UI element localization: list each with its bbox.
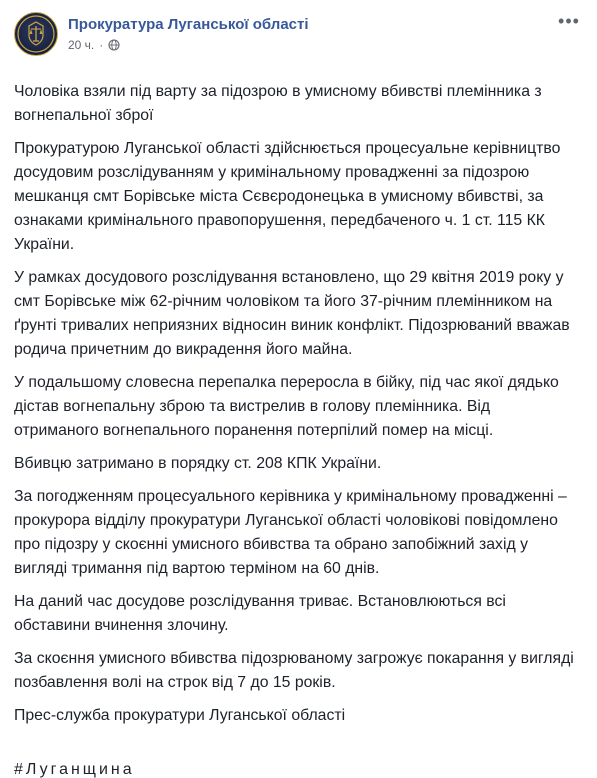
prosecutor-emblem-icon — [16, 14, 56, 54]
page-avatar[interactable] — [14, 12, 58, 56]
hashtag-link[interactable]: #Луганщина — [14, 761, 135, 778]
post-body — [14, 80, 583, 728]
post-paragraph: Чоловіка взяли під варту за підозрою в умисному вбивстві племінника з вогнепальної зброї — [14, 83, 542, 124]
page-name-link[interactable]: Прокуратура Луганської області — [68, 16, 309, 33]
post-subline — [68, 38, 309, 52]
cut-off-line — [14, 761, 214, 778]
post-paragraph: На даний час досудове розслідування триває. Встановлюються всі обставини вчинення злочину. — [14, 593, 506, 634]
post-paragraph: Прокуратурою Луганської області здійснюється процесуальне керівництво досудовим розслідуванням у кримінальному провадженні за підозрою мешканця смт Борівське міста Сєвєродонецька в умисному вбивстві, за ознаками кримінального правопорушення, передбаченого ч. 1 ст. 115 КК України. — [14, 140, 561, 253]
post-paragraph: У подальшому словесна перепалка переросла в бійку, під час якої дядько дістав вогнепальну зброю та вистрелив в голову племінника. Від отриманого вогнепального поранення потерпілий помер на місці. — [14, 374, 559, 439]
post-timestamp[interactable]: 20 ч. — [68, 38, 95, 52]
post-header — [14, 12, 583, 64]
more-options-icon[interactable]: ••• — [558, 11, 580, 31]
post-paragraph: Вбивцю затримано в порядку ст. 208 КПК України. — [14, 455, 382, 472]
separator-dot: · — [99, 38, 104, 52]
post-paragraph: За скоєння умисного вбивства підозрюваному загрожує покарання у вигляді позбавлення волі на строк від 7 до 15 років. — [14, 650, 574, 691]
post-meta — [68, 12, 309, 52]
post-paragraph: За погодженням процесуального керівника у кримінальному провадженні – прокурора відділу прокуратури Луганської області чоловікові повідомлено про підозру у скоєнні умисного вбивства та обрано запобіжний захід у вигляді тримання під вартою терміном на 60 днів. — [14, 488, 567, 577]
post-signature: Прес-служба прокуратури Луганської області — [14, 707, 346, 724]
globe-icon[interactable] — [108, 39, 120, 51]
post-paragraph: У рамках досудового розслідування встановлено, що 29 квітня 2019 року у смт Борівське між 62-річним чоловіком та його 37-річним племінником на ґрунті тривалих неприязних відносин виник конфлікт. Підозрюваний вважав родича причетним до викрадення його майна. — [14, 269, 570, 358]
